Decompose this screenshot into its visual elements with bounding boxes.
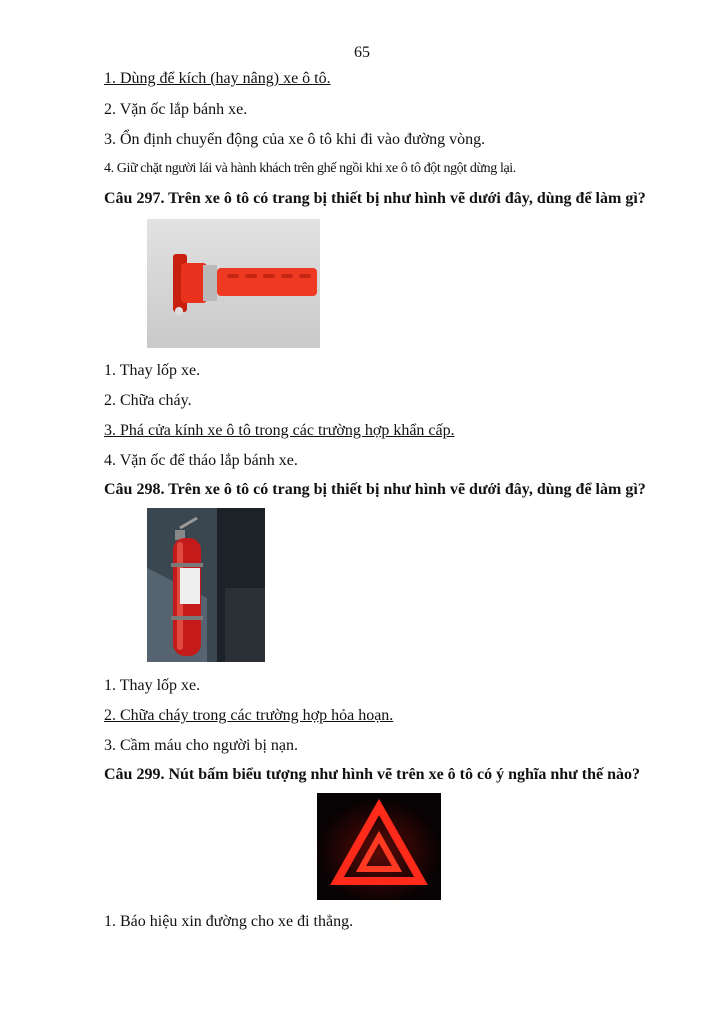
question-297-title: Câu 297. Trên xe ô tô có trang bị thiết bị như hình vẽ dưới đây, dùng để làm gì? xyxy=(104,190,646,207)
emergency-hammer-image xyxy=(147,219,320,348)
fire-extinguisher-image xyxy=(147,508,265,662)
answer-option-correct: 3. Phá cửa kính xe ô tô trong các trường hợp khẩn cấp. xyxy=(104,422,455,439)
answer-option: 1. Thay lốp xe. xyxy=(104,677,201,694)
answer-option: 1. Báo hiệu xin đường cho xe đi thẳng. xyxy=(104,913,354,930)
question-299-title: Câu 299. Nút bấm biểu tượng như hình vẽ trên xe ô tô có ý nghĩa như thế nào? xyxy=(104,766,640,783)
question-298-title: Câu 298. Trên xe ô tô có trang bị thiết bị như hình vẽ dưới đây, dùng để làm gì? xyxy=(104,481,646,498)
answer-option: 2. Chữa cháy. xyxy=(104,392,192,409)
answer-option: 3. Ổn định chuyển động của xe ô tô khi đi vào đường vòng. xyxy=(104,131,486,148)
hazard-button-image xyxy=(317,793,441,900)
answer-option-correct: 1. Dùng để kích (hay nâng) xe ô tô. xyxy=(104,70,331,87)
page-number: 65 xyxy=(354,44,370,61)
answer-option: 4. Vặn ốc để tháo lắp bánh xe. xyxy=(104,452,298,469)
answer-option: 4. Giữ chặt người lái và hành khách trên ghế ngồi khi xe ô tô đột ngột dừng lại. xyxy=(104,161,516,176)
answer-option: 1. Thay lốp xe. xyxy=(104,362,201,379)
answer-option: 3. Cầm máu cho người bị nạn. xyxy=(104,737,298,754)
answer-option-correct: 2. Chữa cháy trong các trường hợp hỏa hoạn. xyxy=(104,707,394,724)
answer-option: 2. Vặn ốc lắp bánh xe. xyxy=(104,101,248,118)
